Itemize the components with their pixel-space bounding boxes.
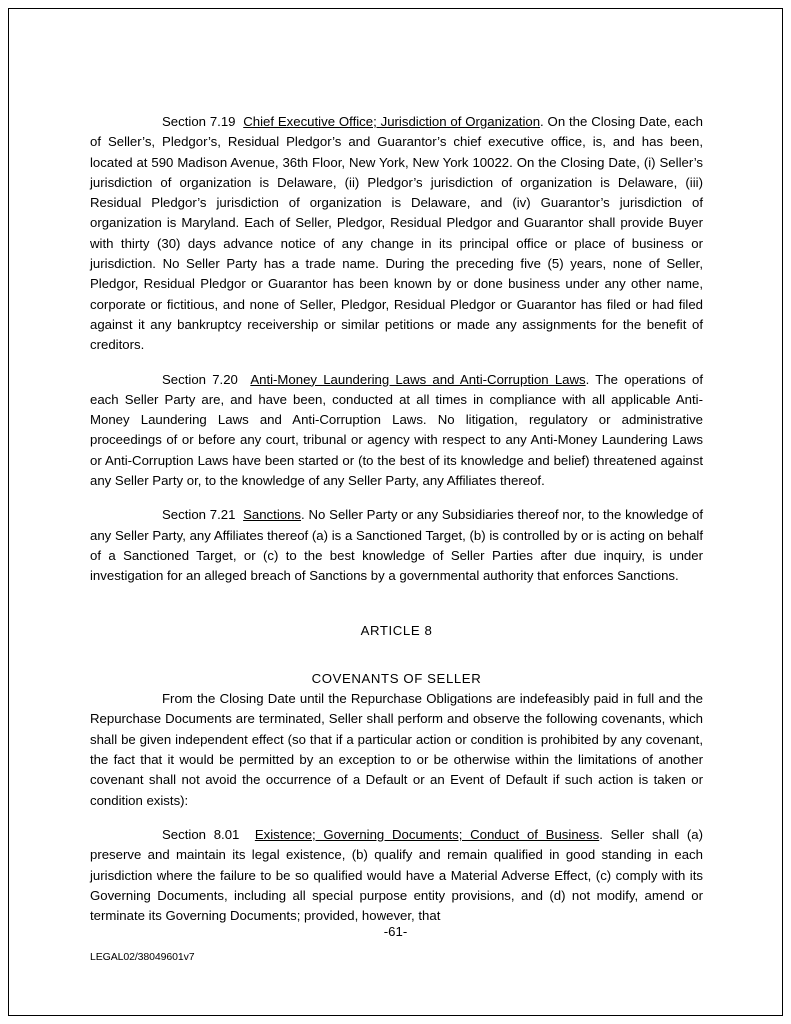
article-intro-text: From the Closing Date until the Repurchase Obligations are indefeasibly paid in full and the Repurchase Documents are terminated, Seller shall perform and observe the following covenants, which shall be given independent effect (so that if a particular action or condition is prohibited by any covenant, the fact that it would be permitted by an exception to or be otherwise within the limitations of another covenant shall not avoid the occurrence of a Default or an Event of Default if such action is taken or condition exists):	[90, 691, 703, 808]
paragraph-section-7-20	[90, 370, 703, 492]
section-text-8-01: . Seller shall (a) preserve and maintain its legal existence, (b) qualify and remain qualified in good standing in each jurisdiction where the failure to be so qualified would have a Material Adverse Effect, (c) comply with its Governing Documents, including all special purpose entity provisions, and (d) not modify, amend or terminate its Governing Documents; provided, however, that	[90, 826, 703, 924]
section-text-7-20: . The operations of each Seller Party are, and have been, conducted at all times in compliance with all applicable Anti-Money Laundering Laws and Anti-Corruption Laws. No litigation, regulatory or administrative proceedings of or before any court, tribunal or agency with respect to any Anti-Money Laundering Laws or Anti-Corruption Laws have been started or (to the best of its knowledge and belief) threatened against any Seller Party or, to the knowledge of any Seller Party, any Affiliates thereof.	[90, 371, 704, 489]
section-number-8-01: Section 8.01	[162, 826, 240, 842]
section-heading-7-19: Chief Executive Office; Jurisdiction of Organization	[243, 114, 541, 129]
paragraph-section-7-19	[90, 112, 703, 356]
section-number-7-20: Section 7.20	[162, 371, 238, 387]
section-number-7-19: Section 7.19	[162, 114, 236, 129]
article-title: ARTICLE 8	[360, 622, 433, 638]
section-text-7-21: . No Seller Party or any Subsidiaries thereof nor, to the knowledge of any Seller Party, any Affiliates thereof (a) is a Sanctioned Target, (b) is controlled by or is acting on behalf of a Sanctioned Target, or (c) to the best knowledge of Seller Parties after due inquiry, is under investigation for an alleged breach of Sanctions by a governmental authority that enforces Sanctions.	[90, 507, 703, 584]
section-number-7-21: Section 7.21	[162, 507, 236, 523]
section-heading-8-01: Existence; Governing Documents; Conduct of Business	[254, 826, 600, 842]
section-heading-7-21: Sanctions	[243, 507, 302, 523]
page-footer	[0, 904, 791, 1024]
document-reference: LEGAL02/38049601v7	[90, 951, 195, 963]
page-number: -61-	[383, 924, 408, 939]
paragraph-section-7-21	[90, 505, 703, 586]
section-heading-7-20: Anti-Money Laundering Laws and Anti-Corruption Laws	[250, 371, 586, 387]
section-text-7-19: . On the Closing Date, each of Seller’s, Pledgor’s, Residual Pledgor’s and Guarantor’s chief executive office, is, and has been, located at 590 Madison Avenue, 36th Floor, New York, New York 10022. On the Closing Date, (i) Seller’s jurisdiction of organization is Delaware, (ii) Pledgor’s jurisdiction of organization is Delaware, (iii) Residual Pledgor’s jurisdiction of organization is Delaware, and (iv) Guarantor’s jurisdiction of organization is Maryland. Each of Seller, Pledgor, Residual Pledgor and Guarantor shall provide Buyer with thirty (30) days advance notice of any change in its principal office or place of business or jurisdiction. No Seller Party has a trade name. During the preceding five (5) years, none of Seller, Pledgor, Residual Pledgor or Guarantor has been known by or done business under any other name, corporate or fictitious, and none of Seller, Pledgor, Residual Pledgor or Guarantor has filed or had filed against it any bankruptcy receivership or similar petitions or made any assignments for the benefit of creditors.	[90, 114, 703, 353]
article-subtitle: COVENANTS OF SELLER	[311, 670, 482, 686]
document-body	[90, 112, 703, 926]
paragraph-article-intro	[90, 689, 703, 811]
